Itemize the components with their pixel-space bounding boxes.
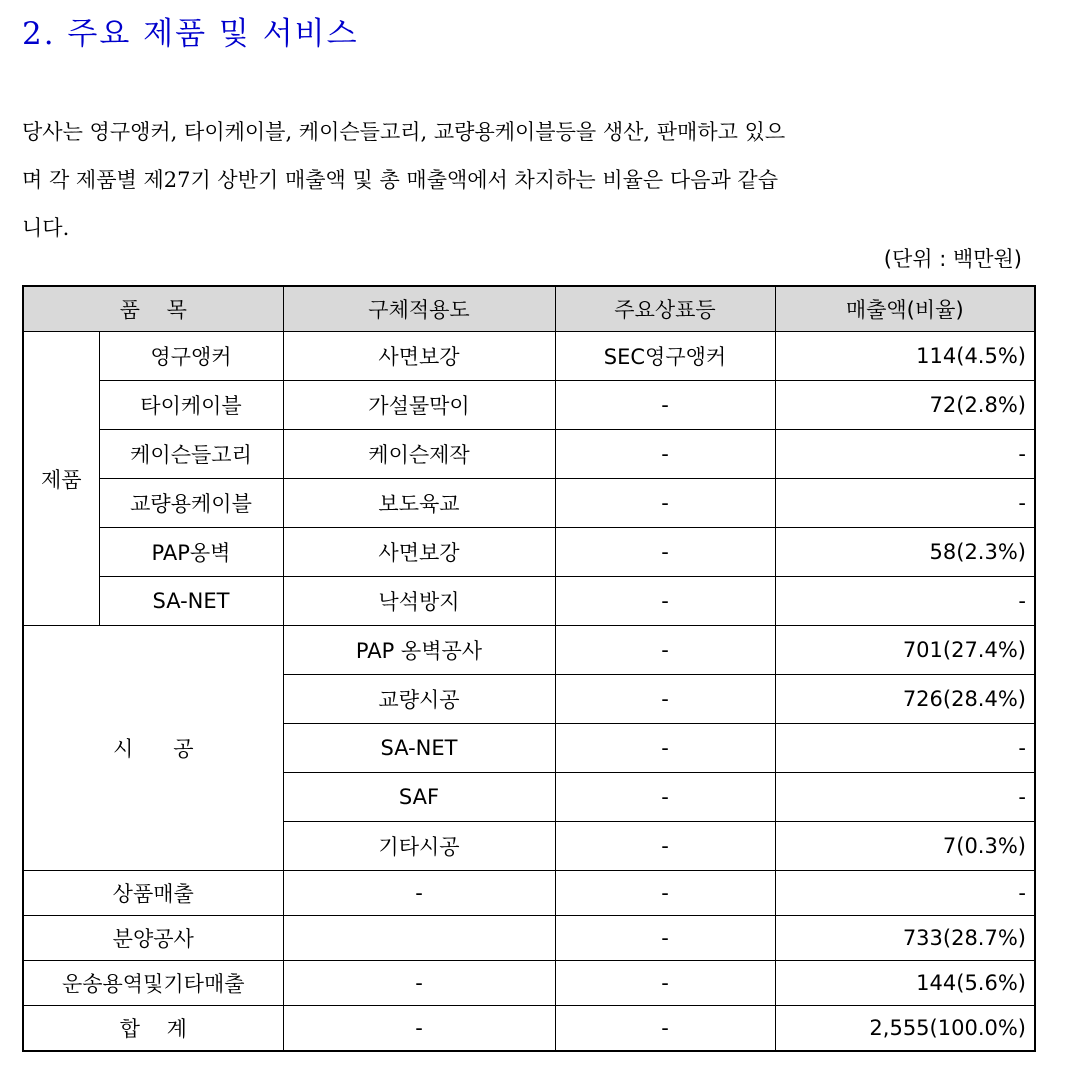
cell-brand: - — [555, 577, 775, 626]
cell-use: - — [283, 1006, 555, 1052]
cell-use: SA-NET — [283, 724, 555, 773]
header-sales: 매출액(비율) — [775, 286, 1035, 332]
cell-sales: - — [775, 479, 1035, 528]
cell-sales: 733(28.7%) — [775, 916, 1035, 961]
cell-use: 사면보강 — [283, 528, 555, 577]
cell-brand: - — [555, 1006, 775, 1052]
cell-brand: - — [555, 822, 775, 871]
cell-item: 교량용케이블 — [99, 479, 283, 528]
products-table — [22, 285, 1036, 1052]
cell-use: 사면보강 — [283, 332, 555, 381]
cell-sales: 144(5.6%) — [775, 961, 1035, 1006]
cell-sales: 7(0.3%) — [775, 822, 1035, 871]
cell-use: 교량시공 — [283, 675, 555, 724]
table-row — [23, 916, 1035, 961]
cell-item: 상품매출 — [23, 871, 283, 916]
cell-sales: 2,555(100.0%) — [775, 1006, 1035, 1052]
table-row — [23, 430, 1035, 479]
cell-use: 낙석방지 — [283, 577, 555, 626]
unit-label: (단위 : 백만원) — [883, 247, 1022, 271]
cell-sales: - — [775, 724, 1035, 773]
cell-use: 보도육교 — [283, 479, 555, 528]
cell-sales: 701(27.4%) — [775, 626, 1035, 675]
table-row — [23, 332, 1035, 381]
cell-sales: - — [775, 577, 1035, 626]
cell-item: 영구앵커 — [99, 332, 283, 381]
cell-brand: - — [555, 381, 775, 430]
table-row — [23, 871, 1035, 916]
cell-brand: - — [555, 430, 775, 479]
cell-brand: - — [555, 871, 775, 916]
paragraph-line: 니다. — [22, 216, 70, 240]
cell-sales: - — [775, 871, 1035, 916]
table-row — [23, 577, 1035, 626]
intro-paragraph — [22, 108, 1066, 252]
cell-item: PAP옹벽 — [99, 528, 283, 577]
table-row — [23, 381, 1035, 430]
cell-brand: - — [555, 916, 775, 961]
cell-item: 분양공사 — [23, 916, 283, 961]
cell-sales: - — [775, 773, 1035, 822]
cell-use: - — [283, 871, 555, 916]
cell-brand: - — [555, 479, 775, 528]
cell-use: 케이슨제작 — [283, 430, 555, 479]
cell-item: SA-NET — [99, 577, 283, 626]
table-row — [23, 528, 1035, 577]
table-row-total — [23, 1006, 1035, 1052]
cell-item: 합 계 — [23, 1006, 283, 1052]
cell-sales: 58(2.3%) — [775, 528, 1035, 577]
cell-brand: SEC영구앵커 — [555, 332, 775, 381]
cell-brand: - — [555, 961, 775, 1006]
table-row — [23, 961, 1035, 1006]
cell-item: 케이슨들고리 — [99, 430, 283, 479]
cell-sales: 72(2.8%) — [775, 381, 1035, 430]
table-row — [23, 479, 1035, 528]
cell-sales: - — [775, 430, 1035, 479]
cell-item: 타이케이블 — [99, 381, 283, 430]
cell-sales: 114(4.5%) — [775, 332, 1035, 381]
cell-use: - — [283, 961, 555, 1006]
cell-brand: - — [555, 528, 775, 577]
cell-use: SAF — [283, 773, 555, 822]
header-brand: 주요상표등 — [555, 286, 775, 332]
group-label-construction: 시 공 — [23, 626, 283, 871]
cell-brand: - — [555, 724, 775, 773]
cell-use: 기타시공 — [283, 822, 555, 871]
cell-brand: - — [555, 773, 775, 822]
group-label-products: 제품 — [23, 332, 99, 626]
cell-brand: - — [555, 626, 775, 675]
cell-sales: 726(28.4%) — [775, 675, 1035, 724]
paragraph-line: 며 각 제품별 제27기 상반기 매출액 및 총 매출액에서 차지하는 비율은 다음과 같습 — [22, 168, 778, 192]
section-title: 2. 주요 제품 및 서비스 — [22, 16, 359, 52]
table-row — [23, 626, 1035, 675]
cell-use — [283, 916, 555, 961]
cell-brand: - — [555, 675, 775, 724]
cell-use: PAP 옹벽공사 — [283, 626, 555, 675]
paragraph-line: 당사는 영구앵커, 타이케이블, 케이슨들고리, 교량용케이블등을 생산, 판매하고 있으 — [22, 120, 786, 144]
header-item: 품 목 — [23, 286, 283, 332]
cell-item: 운송용역및기타매출 — [23, 961, 283, 1006]
header-use: 구체적용도 — [283, 286, 555, 332]
cell-use: 가설물막이 — [283, 381, 555, 430]
table-header-row — [23, 286, 1035, 332]
